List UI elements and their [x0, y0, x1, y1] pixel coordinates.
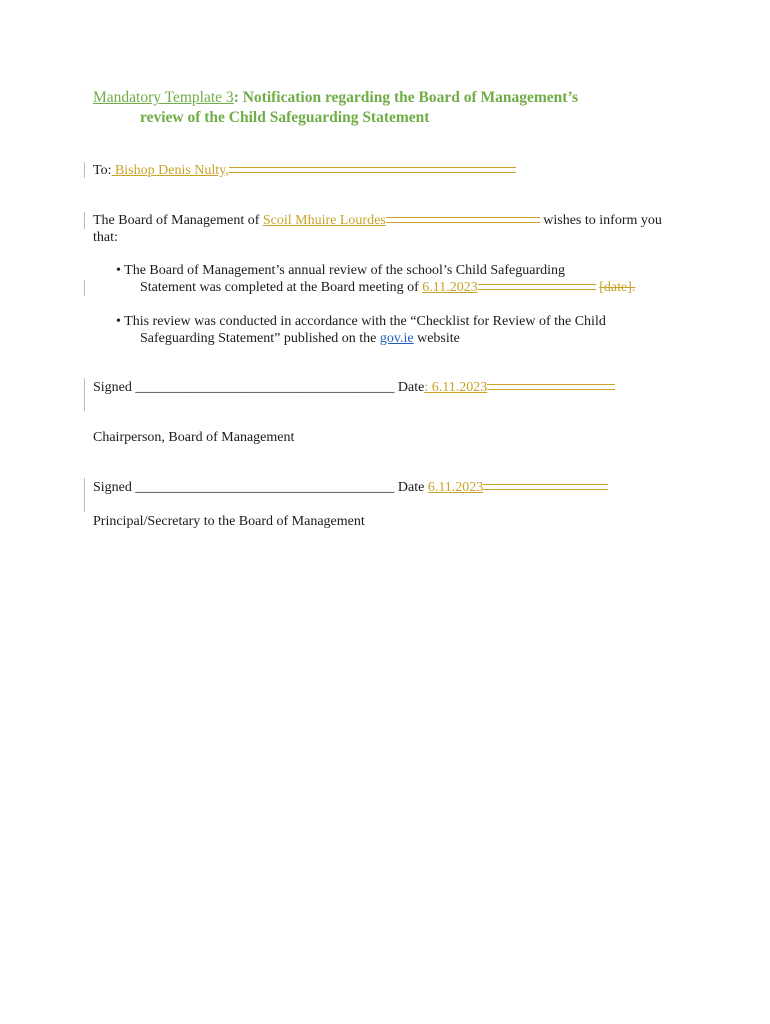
inserted-rule — [487, 384, 615, 390]
date-label: Date — [394, 480, 428, 495]
board-paragraph — [93, 212, 720, 246]
signature-date: 6.11.2023 — [427, 480, 484, 495]
paragraph-text: that: — [93, 230, 118, 245]
school-name: Scoil Mhuire Lourdes — [262, 213, 386, 228]
change-bar — [84, 162, 85, 178]
list-item-text: Safeguarding Statement” published on the — [140, 331, 380, 346]
inserted-rule — [483, 484, 608, 490]
list-item-text: This review was conducted in accordance with the “Checklist for Review of the Child — [120, 314, 606, 329]
signature-date: : 6.11.2023 — [424, 380, 488, 395]
change-bar — [84, 478, 85, 512]
date-label: Date — [394, 380, 425, 395]
paragraph-text: wishes to inform you — [539, 213, 662, 228]
signature-blank[interactable]: _____________________________________ — [135, 480, 395, 495]
gov-ie-link[interactable]: gov.ie — [379, 331, 414, 346]
inserted-rule — [478, 284, 596, 290]
list-item-text: Statement was completed at the Board meeting of — [140, 280, 423, 295]
signed-label: Signed — [93, 380, 136, 395]
bullet-marker: • — [116, 314, 121, 329]
recipient-name: Bishop Denis Nulty, — [111, 163, 229, 178]
list-item-text: The Board of Management’s annual review of the school’s Child Safeguarding — [120, 263, 566, 278]
meeting-date: 6.11.2023 — [422, 280, 478, 295]
principal-role: Principal/Secretary to the Board of Management — [93, 514, 365, 529]
title-line-2: review of the Child Safeguarding Statement — [140, 109, 430, 126]
list-item-text: website — [413, 331, 460, 346]
change-bar — [84, 212, 85, 229]
to-line — [93, 162, 516, 179]
signature-line-chairperson — [93, 379, 615, 396]
chairperson-role: Chairperson, Board of Management — [93, 430, 295, 445]
list-item — [116, 313, 676, 347]
inserted-rule — [229, 167, 516, 173]
document-title — [93, 88, 693, 128]
template-link[interactable]: Mandatory Template 3 — [93, 89, 234, 106]
title-text: : Notification regarding the Board of Management’s — [233, 89, 579, 106]
signed-label: Signed — [93, 480, 136, 495]
to-label: To: — [93, 163, 112, 178]
change-bar — [84, 378, 85, 411]
signature-blank[interactable]: _____________________________________ — [135, 380, 395, 395]
paragraph-text: The Board of Management of — [93, 213, 263, 228]
change-bar — [84, 280, 85, 296]
bullet-marker: • — [116, 263, 121, 278]
signature-line-principal — [93, 479, 608, 496]
inserted-rule — [386, 217, 540, 223]
list-item — [116, 262, 676, 296]
deleted-date-placeholder: [date]. — [599, 280, 636, 295]
